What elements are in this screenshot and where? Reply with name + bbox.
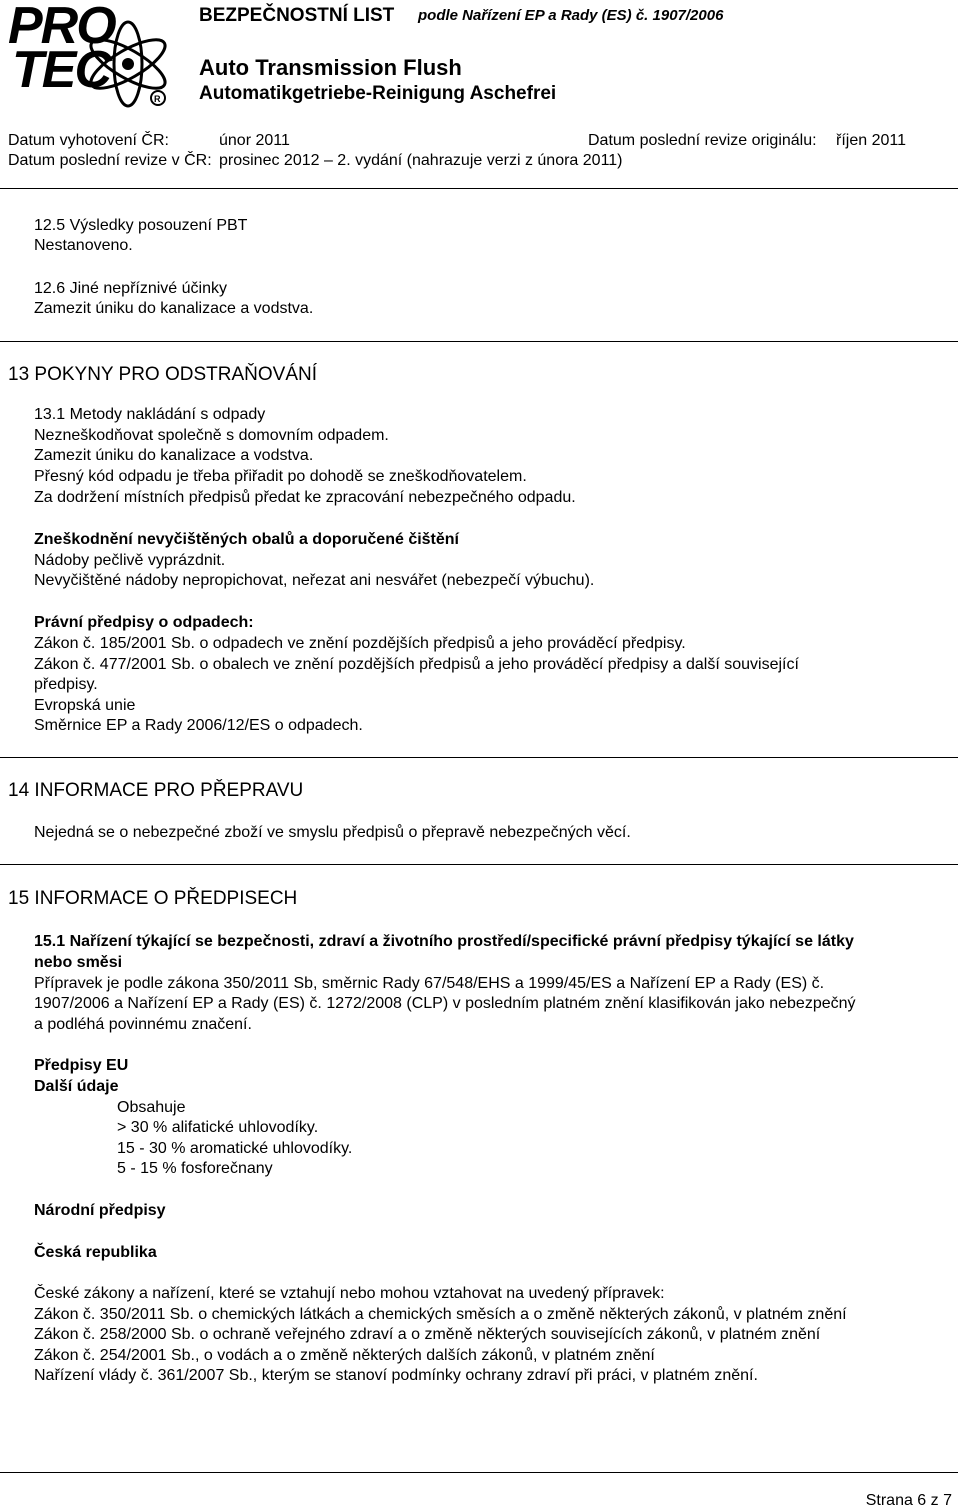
- created-label: Datum vyhotovení ČR:: [8, 132, 169, 149]
- contains-label: Obsahuje: [117, 1099, 186, 1116]
- waste-law-item: Zákon č. 477/2001 Sb. o obalech ve znění pozdějších předpisů a jeho prováděcí předpisy a další související: [34, 656, 799, 673]
- eu-regulations-heading: Předpisy EU: [34, 1057, 129, 1074]
- product-subtitle: Automatikgetriebe-Reinigung Aschefrei: [199, 83, 557, 104]
- section-13-divider: [0, 341, 958, 342]
- page-number: Strana 6 z 7: [865, 1492, 952, 1509]
- footer-divider: [0, 1472, 958, 1473]
- eu-label: Evropská unie: [34, 697, 136, 714]
- text-12-6: Zamezit úniku do kanalizace a vodstva.: [34, 300, 314, 317]
- heading-13-1: 13.1 Metody nakládání s odpady: [34, 406, 266, 423]
- text-13-1-line: Přesný kód odpadu je třeba přiřadit po dohodě se zneškodňovatelem.: [34, 468, 527, 485]
- national-regulations-heading: Národní předpisy: [34, 1202, 166, 1219]
- heading-12-6: 12.6 Jiné nepříznivé účinky: [34, 280, 227, 297]
- classification-text: Přípravek je podle zákona 350/2011 Sb, směrnic Rady 67/548/EHS a 1999/45/ES a Nařízení EP a Rady (ES) č.: [34, 975, 825, 992]
- document-title: BEZPEČNOSTNÍ LIST: [199, 5, 395, 26]
- section-15-divider: [0, 864, 958, 865]
- eu-directive: Směrnice EP a Rady 2006/12/ES o odpadech.: [34, 717, 363, 734]
- heading-15-1-cont: nebo směsi: [34, 954, 123, 971]
- contains-item: 5 - 15 % fosforečnany: [117, 1160, 273, 1177]
- logo-text-tec: TEC: [12, 41, 110, 99]
- created-value: únor 2011: [219, 132, 290, 149]
- czech-law-item: Zákon č. 350/2011 Sb. o chemických látkách a chemických směsích a o změně některých zákonů, v platném znění: [34, 1306, 847, 1323]
- more-info-heading: Další údaje: [34, 1078, 119, 1095]
- packaging-heading: Zneškodnění nevyčištěných obalů a doporučené čištění: [34, 531, 459, 548]
- packaging-text: Nevyčištěné nádoby nepropichovat, neřezat ani nesvářet (nebezpečí výbuchu).: [34, 572, 595, 589]
- czech-republic-heading: Česká republika: [34, 1244, 157, 1261]
- waste-law-item-cont: předpisy.: [34, 676, 98, 693]
- header-divider: [0, 188, 958, 189]
- heading-15-1: 15.1 Nařízení týkající se bezpečnosti, zdraví a životního prostředí/specifické právní předpisy týkající se látky: [34, 933, 854, 950]
- classification-text: 1907/2006 a Nařízení EP a Rady (ES) č. 1272/2008 (CLP) v posledním platném znění klasifikován jako nebezpečný: [34, 995, 856, 1012]
- logo-text-pro: PRO: [8, 0, 115, 55]
- svg-text:R: R: [154, 94, 161, 104]
- waste-law-heading: Právní předpisy o odpadech:: [34, 614, 254, 631]
- last-revision-label: Datum poslední revize v ČR:: [8, 152, 212, 169]
- section-14-title: 14 INFORMACE PRO PŘEPRAVU: [8, 780, 304, 801]
- original-revision-label: Datum poslední revize originálu:: [588, 132, 817, 149]
- czech-laws-intro: České zákony a nařízení, které se vztahují nebo mohou vztahovat na uvedený přípravek:: [34, 1285, 665, 1302]
- text-13-1-line: Nezneškodňovat společně s domovním odpadem.: [34, 427, 389, 444]
- contains-item: > 30 % alifatické uhlovodíky.: [117, 1119, 319, 1136]
- heading-12-5: 12.5 Výsledky posouzení PBT: [34, 217, 248, 234]
- product-name: Auto Transmission Flush: [199, 55, 462, 80]
- czech-law-item: Zákon č. 254/2001 Sb., o vodách a o změně některých dalších zákonů, v platném znění: [34, 1347, 655, 1364]
- text-13-1-line: Zamezit úniku do kanalizace a vodstva.: [34, 447, 314, 464]
- packaging-text: Nádoby pečlivě vyprázdnit.: [34, 552, 226, 569]
- text-12-5: Nestanoveno.: [34, 237, 133, 254]
- classification-text: a podléhá povinnému značení.: [34, 1016, 252, 1033]
- czech-law-item: Zákon č. 258/2000 Sb. o ochraně veřejného zdraví a o změně některých souvisejících zákonů, v platném znění: [34, 1326, 821, 1343]
- transport-text: Nejedná se o nebezpečné zboží ve smyslu předpisů o přepravě nebezpečných věcí.: [34, 824, 631, 841]
- text-13-1-line: Za dodržení místních předpisů předat ke zpracování nebezpečného odpadu.: [34, 489, 576, 506]
- contains-item: 15 - 30 % aromatické uhlovodíky.: [117, 1140, 353, 1157]
- waste-law-item: Zákon č. 185/2001 Sb. o odpadech ve znění pozdějších předpisů a jeho prováděcí předpisy.: [34, 635, 686, 652]
- czech-law-item: Nařízení vlády č. 361/2007 Sb., kterým se stanoví podmínky ochrany zdraví při práci, v platném znění.: [34, 1367, 758, 1384]
- section-15-title: 15 INFORMACE O PŘEDPISECH: [8, 888, 298, 909]
- original-revision-value: říjen 2011: [836, 132, 906, 149]
- document-regulation: podle Nařízení EP a Rady (ES) č. 1907/2006: [418, 7, 724, 24]
- last-revision-value: prosinec 2012 – 2. vydání (nahrazuje verzi z února 2011): [219, 152, 623, 169]
- section-14-divider: [0, 757, 958, 758]
- section-13-title: 13 POKYNY PRO ODSTRAŇOVÁNÍ: [8, 364, 318, 385]
